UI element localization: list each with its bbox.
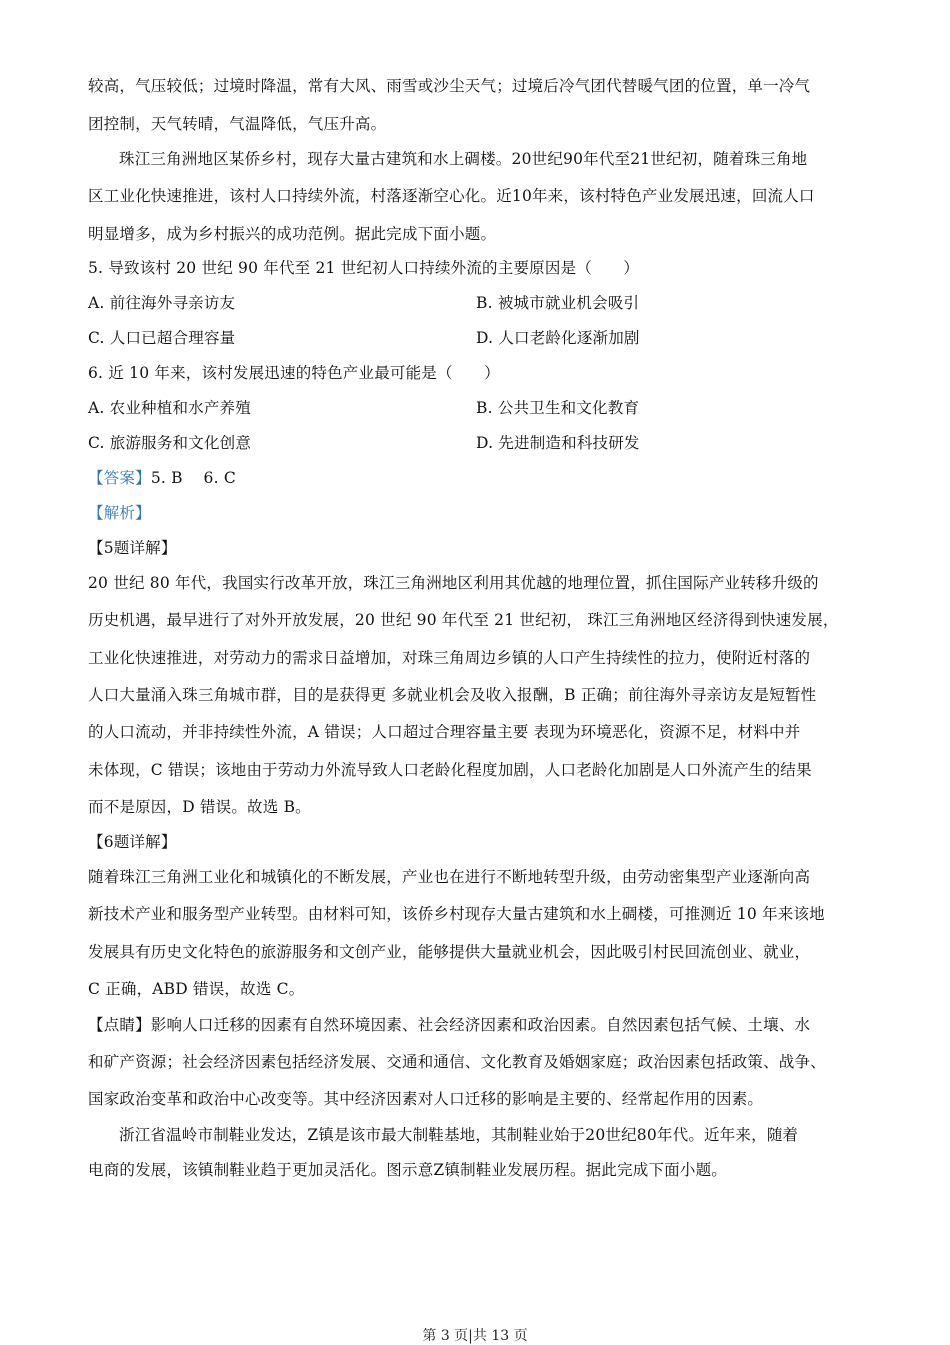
question-5-option-c: C. 人口已超合理容量 — [88, 329, 236, 347]
page-number-footer: 第 3 页|共 13 页 — [422, 1328, 528, 1344]
detail-5-line-2: 历史机遇，最早进行了对外开放发展，20 世纪 90 年代至 21 世纪初， 珠江三角洲地区经济得到快速发展， — [88, 611, 839, 629]
answer-value: 5. B 6. C — [150, 469, 236, 487]
detail-6-line-3: 发展具有历史文化特色的旅游服务和文创产业，能够提供大量就业机会，因此吸引村民回流创业、就业， — [88, 943, 811, 961]
detail-5-line-1: 20 世纪 80 年代，我国实行改革开放，珠江三角洲地区利用其优越的地理位置，抓住国际产业转移升级的 — [88, 574, 819, 592]
material-2-line-2: 电商的发展，该镇制鞋业趋于更加灵活化。图示意Z镇制鞋业发展历程。据此完成下面小题。 — [88, 1161, 727, 1179]
detail-6-line-4: C 正确，ABD 错误，故选 C。 — [88, 980, 305, 998]
intro-line-1: 较高，气压较低；过境时降温，常有大风、雨雪或沙尘天气；过境后冷气团代替暖气团的位置，单一冷气 — [88, 77, 811, 95]
intro-line-2: 团控制，天气转晴，气温降低，气压升高。 — [88, 115, 387, 133]
question-5-option-a: A. 前往海外寻亲访友 — [88, 294, 236, 312]
analysis-label: 【解析】 — [88, 504, 151, 522]
key-point-label: 【点睛】 — [88, 1016, 151, 1034]
question-6-stem: 6. 近 10 年来，该村发展迅速的特色产业最可能是（ ） — [88, 364, 500, 382]
answer-label: 【答案】 — [88, 469, 151, 487]
key-point-text-1: 影响人口迁移的因素有自然环境因素、社会经济因素和政治因素。自然因素包括气候、土壤、水 — [150, 1016, 811, 1034]
material-2-line-1: 浙江省温岭市制鞋业发达，Z镇是该市最大制鞋基地，其制鞋业始于20世纪80年代。近年来，随着 — [119, 1126, 799, 1144]
detail-5-line-5: 的人口流动，并非持续性外流，A 错误；人口超过合理容量主要 表现为环境恶化，资源不足，材料中并 — [88, 723, 801, 741]
question-5-option-b: B. 被城市就业机会吸引 — [476, 294, 640, 312]
question-5-stem: 5. 导致该村 20 世纪 90 年代至 21 世纪初人口持续外流的主要原因是（ ） — [88, 259, 640, 277]
answer-line — [88, 468, 236, 488]
material-1-line-3: 明显增多，成为乡村振兴的成功范例。据此完成下面小题。 — [88, 225, 497, 243]
detail-6-line-1: 随着珠江三角洲工业化和城镇化的不断发展，产业也在进行不断地转型升级，由劳动密集型产业逐渐向高 — [88, 868, 811, 886]
key-point-line-3: 国家政治变革和政治中心改变等。其中经济因素对人口迁移的影响是主要的、经常起作用的因素。 — [88, 1090, 764, 1108]
detail-5-line-7: 而不是原因，D 错误。故选 B。 — [88, 798, 311, 816]
material-1-line-1: 珠江三角洲地区某侨乡村，现存大量古建筑和水上碉楼。20世纪90年代至21世纪初，随着珠三角地 — [119, 150, 808, 168]
detail-5-line-6: 未体现，C 错误；该地由于劳动力外流导致人口老龄化程度加剧，人口老龄化加剧是人口外流产生的结果 — [88, 761, 812, 779]
detail-5-line-4: 人口大量涌入珠三角城市群，目的是获得更 多就业机会及收入报酬，B 正确；前往海外寻亲访友是短暂性 — [88, 686, 817, 704]
question-6-option-d: D. 先进制造和科技研发 — [476, 434, 640, 452]
detail-6-label: 【6题详解】 — [88, 833, 177, 851]
detail-5-label: 【5题详解】 — [88, 539, 177, 557]
key-point-line-1 — [88, 1015, 810, 1035]
key-point-line-2: 和矿产资源；社会经济因素包括经济发展、交通和通信、文化教育及婚姻家庭；政治因素包括政策、战争、 — [88, 1053, 826, 1071]
detail-6-line-2: 新技术产业和服务型产业转型。由材料可知，该侨乡村现存大量古建筑和水上碉楼，可推测近 10 年来该地 — [88, 905, 825, 923]
question-6-option-a: A. 农业种植和水产养殖 — [88, 399, 251, 417]
question-6-option-b: B. 公共卫生和文化教育 — [476, 399, 640, 417]
question-5-option-d: D. 人口老龄化逐渐加剧 — [476, 329, 640, 347]
detail-5-line-3: 工业化快速推进，对劳动力的需求日益增加，对珠三角周边乡镇的人口产生持续性的拉力，使附近村落的 — [88, 649, 811, 667]
question-6-option-c: C. 旅游服务和文化创意 — [88, 434, 252, 452]
material-1-line-2: 区工业化快速推进，该村人口持续外流，村落逐渐空心化。近10年来，该村特色产业发展迅速，回流人口 — [88, 187, 815, 205]
